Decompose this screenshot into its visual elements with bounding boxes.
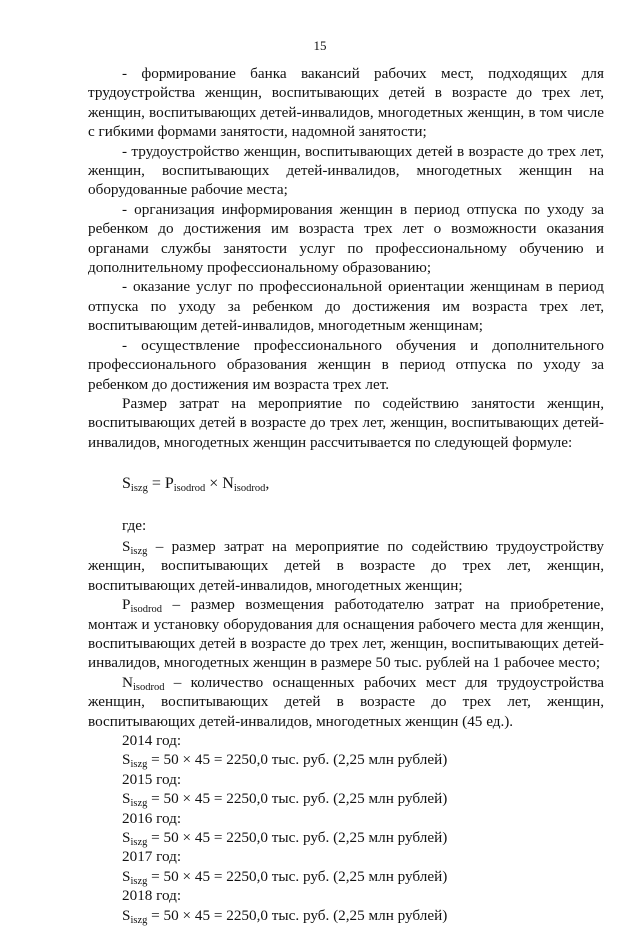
bullet-item: - осуществление профессионального обучения и дополнительного профессионального образования женщин в период отпуска по уходу за ребенком до достижения им возраста трех лет. — [88, 336, 604, 393]
formula-n: N — [222, 475, 234, 493]
formula — [88, 474, 604, 493]
document-body — [88, 64, 604, 925]
bullet-item: - оказание услуг по профессиональной ориентации женщинам в период отпуска по уходу за ребенком до достижения им возраста трех лет, воспитывающим детей-инвалидов, многодетным женщинам; — [88, 278, 604, 335]
calc-line — [88, 828, 604, 847]
calc-symbol-sub: iszg — [130, 759, 148, 771]
calc-symbol-sub: iszg — [130, 798, 148, 810]
definition-text: – размер возмещения работодателю затрат на приобретение, монтаж и установку оборудования для оснащения рабочего места для женщин, воспитывающих детей в возрасте до трех лет, женщин, воспитывающих детей-инвалидов, многодетных женщин в размере 50 тыс. рублей на 1 рабочее место; — [88, 596, 604, 672]
page-number: 15 — [313, 38, 327, 53]
formula-tail: , — [265, 475, 270, 493]
calc-expression: = 50 × 45 = 2250,0 тыс. руб. (2,25 млн рублей) — [147, 906, 448, 924]
calc-symbol: S — [122, 906, 131, 924]
calc-symbol: S — [122, 790, 131, 808]
definition-text: – размер затрат на мероприятие по содействию трудоустройству женщин, воспитывающих детей в возрасте до трех лет, женщин, воспитывающих детей-инвалидов, многодетных женщин; — [88, 537, 604, 594]
formula-lhs-sub: iszg — [130, 483, 148, 495]
definition-item — [88, 595, 604, 673]
calc-expression: = 50 × 45 = 2250,0 тыс. руб. (2,25 млн рублей) — [147, 829, 448, 847]
definition-item — [88, 537, 604, 595]
calc-symbol-sub: iszg — [130, 914, 148, 926]
definition-symbol-sub: iszg — [130, 545, 148, 557]
calc-year: 2017 год: — [122, 848, 182, 866]
formula-eq: = — [147, 475, 165, 493]
calc-symbol: S — [122, 751, 131, 769]
intro-paragraph: Размер затрат на мероприятие по содействию занятости женщин, воспитывающих детей в возрасте до трех лет, женщин, воспитывающих детей-инвалидов, многодетных женщин рассчитывается по следующей формуле: — [88, 394, 604, 451]
calc-line — [88, 750, 604, 769]
calc-expression: = 50 × 45 = 2250,0 тыс. руб. (2,25 млн рублей) — [147, 751, 448, 769]
definition-symbol: S — [122, 537, 131, 555]
where-label: где: — [122, 516, 147, 534]
definition-text: – количество оснащенных рабочих мест для трудоустройства женщин, воспитывающих детей в возрасте до трех лет, женщин, воспитывающих детей-инвалидов, многодетных женщин (45 ед.). — [88, 673, 604, 730]
bullet-item: - организация информирования женщин в период отпуска по уходу за ребенком до достижения им возраста трех лет о возможности оказания органами службы занятости услуг по профессиональному обучению и дополнительному профессиональному образованию; — [88, 200, 604, 277]
calc-year: 2014 год: — [122, 732, 182, 749]
formula-p-sub: isodrod — [173, 483, 206, 495]
calc-line — [88, 789, 604, 808]
formula-times: × — [205, 475, 223, 493]
definition-symbol-sub: isodrod — [132, 681, 165, 693]
calc-expression: = 50 × 45 = 2250,0 тыс. руб. (2,25 млн рублей) — [147, 867, 448, 885]
formula-p: P — [164, 475, 174, 493]
calc-symbol-sub: iszg — [130, 837, 148, 849]
definition-symbol: P — [122, 596, 131, 614]
calc-line — [88, 867, 604, 886]
calc-year: 2015 год: — [122, 770, 182, 788]
calc-year: 2016 год: — [122, 809, 182, 827]
definition-item — [88, 673, 604, 731]
calc-symbol-sub: iszg — [130, 875, 148, 887]
calc-expression: = 50 × 45 = 2250,0 тыс. руб. (2,25 млн рублей) — [147, 790, 448, 808]
definition-symbol-sub: isodrod — [130, 604, 162, 616]
calc-symbol: S — [122, 829, 131, 847]
definition-symbol: N — [122, 673, 133, 691]
calc-symbol: S — [122, 867, 131, 885]
calc-line — [88, 906, 604, 925]
bullet-item: - трудоустройство женщин, воспитывающих детей в возрасте до трех лет, женщин, воспитывающих детей-инвалидов, многодетных женщин на оборудованные рабочие места; — [88, 142, 604, 199]
formula-lhs: S — [122, 475, 131, 493]
bullet-item: - формирование банка вакансий рабочих мест, подходящих для трудоустройства женщин, воспитывающих детей в возрасте до трех лет, женщин, воспитывающих детей-инвалидов, многодетных женщин, в том числе с гибкими формами занятости, надомной занятости; — [88, 65, 604, 141]
formula-n-sub: isodrod — [233, 483, 266, 495]
calc-year: 2018 год: — [122, 887, 182, 905]
